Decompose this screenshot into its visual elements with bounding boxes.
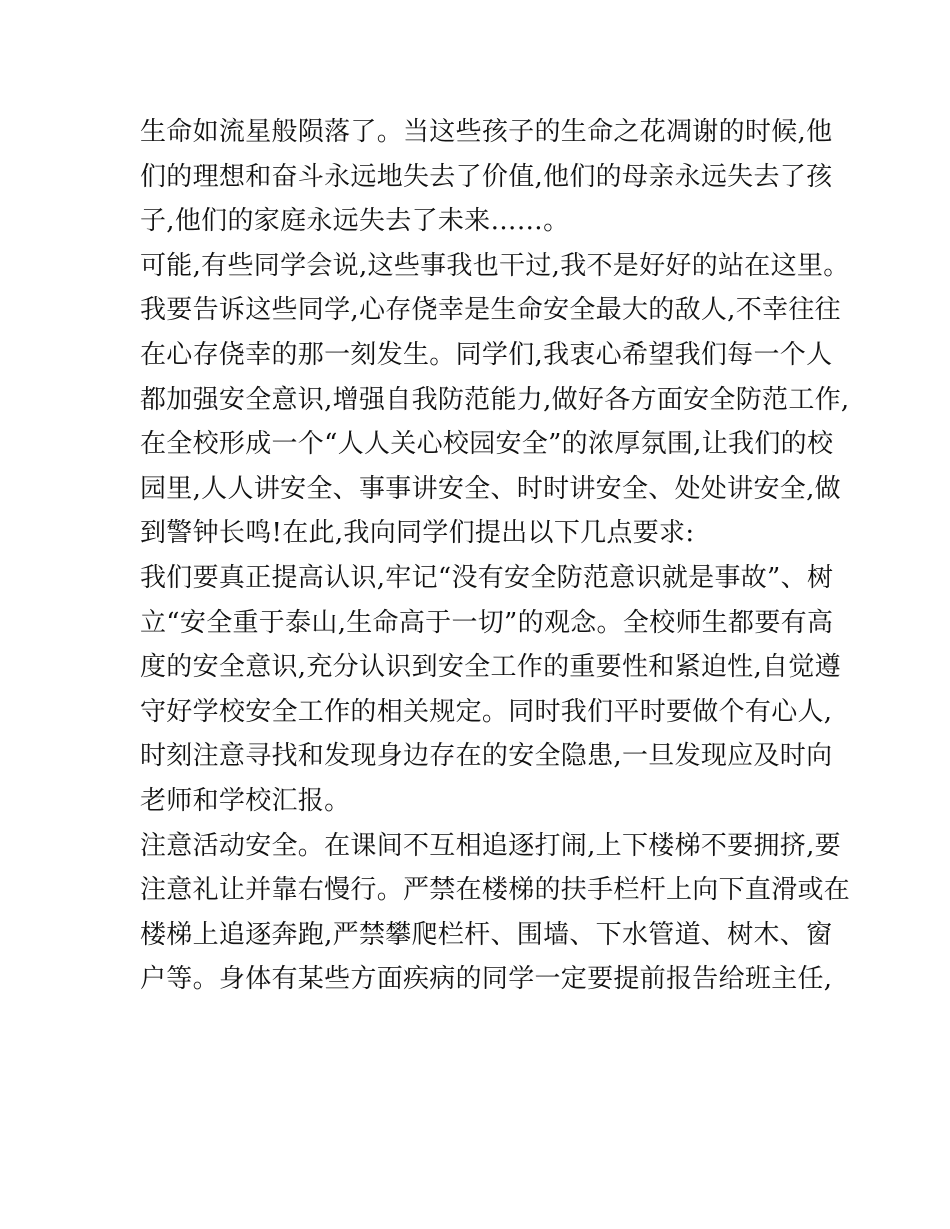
text-line: 可能,有些同学会说,这些事我也干过,我不是好好的站在这里。 xyxy=(140,250,850,281)
text-line: 们的理想和奋斗永远地失去了价值,他们的母亲永远失去了孩 xyxy=(140,161,833,192)
text-line: 立“安全重于泰山,生命高于一切”的观念。全校师生都要有高 xyxy=(140,607,834,638)
text-line: 时刻注意寻找和发现身边存在的安全隐患,一旦发现应及时向 xyxy=(140,741,833,772)
text-line: 到警钟长鸣!在此,我向同学们提出以下几点要求: xyxy=(140,518,695,549)
text-line: 楼梯上追逐奔跑,严禁攀爬栏杆、围墙、下水管道、树木、窗 xyxy=(140,919,833,950)
text-line: 注意礼让并靠右慢行。严禁在楼梯的扶手栏杆上向下直滑或在 xyxy=(140,875,851,906)
text-line: 老师和学校汇报。 xyxy=(140,785,351,816)
text-line: 在心存侥幸的那一刻发生。同学们,我衷心希望我们每一个人 xyxy=(140,339,833,370)
text-line: 我们要真正提高认识,牢记“没有安全防范意识就是事故”、树 xyxy=(140,562,834,593)
text-line: 度的安全意识,充分认识到安全工作的重要性和紧迫性,自觉遵 xyxy=(140,652,841,683)
text-line: 户等。身体有某些方面疾病的同学一定要提前报告给班主任, xyxy=(140,964,833,995)
text-line: 注意活动安全。在课间不互相追逐打闹,上下楼梯不要拥挤,要 xyxy=(140,830,841,861)
text-line: 子,他们的家庭永远失去了未来……。 xyxy=(140,206,570,237)
text-line: 生命如流星般陨落了。当这些孩子的生命之花凋谢的时候,他 xyxy=(140,117,833,147)
text-line: 我要告诉这些同学,心存侥幸是生命安全最大的敌人,不幸往往 xyxy=(140,295,841,326)
text-line: 在全校形成一个“人人关心校园安全”的浓厚氛围,让我们的校 xyxy=(140,429,834,460)
text-line: 园里,人人讲安全、事事讲安全、时时讲安全、处处讲安全,做 xyxy=(140,473,841,504)
text-line: 守好学校安全工作的相关规定。同时我们平时要做个有心人, xyxy=(140,696,833,727)
document-body-text xyxy=(140,110,851,1002)
text-line: 都加强安全意识,增强自我防范能力,做好各方面安全防范工作, xyxy=(140,384,850,415)
